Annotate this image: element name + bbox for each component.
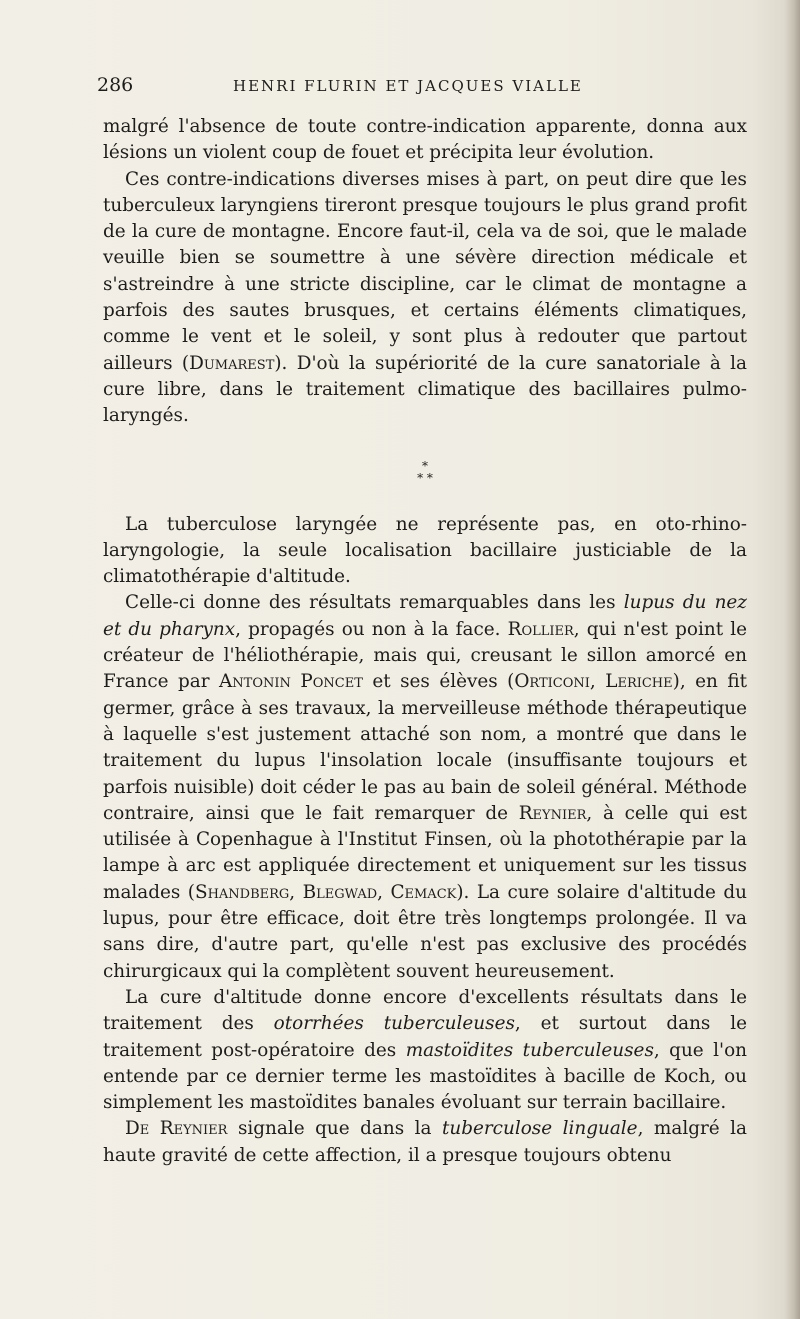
body-text [103, 114, 747, 1169]
author-name: De Reynier [125, 1118, 228, 1140]
page-edge-shadow [784, 0, 800, 1319]
italic-term: lupus du nez et du pharynx [103, 592, 747, 640]
paragraph-2: Ces contre-indications diverses mises à part, on peut dire que les tuberculeux laryngiens tireront presque toujours le plus grand profit de la cure de montagne. Encore faut-il, cela va de soi, que le malade veuille bien se soumettre à une sévère direction médicale et s'astreindre à une stricte discipline, car le climat de montagne a parfois des sautes brusques, et certains éléments climatiques, comme le vent et le soleil, y sont plus à redouter que partout ailleurs (Dumarest). D'où la supériorité de la cure sanatoriale à la cure libre, dans le traitement climatique des bacillaires pulmo-laryngés. [103, 168, 747, 427]
paragraph-1: malgré l'absence de toute contre-indication apparente, donna aux lésions un violent coup de fouet et précipita leur évolution. [103, 116, 747, 164]
page-header [97, 74, 747, 100]
section-separator [103, 460, 747, 484]
running-head: HENRI FLURIN ET JACQUES VIALLE [233, 77, 583, 95]
author-name: Rollier [507, 618, 574, 640]
paragraph-3: La tuberculose laryngée ne représente pas, en oto-rhino-laryngologie, la seule localisation bacillaire justiciable de la climatothérapie d'altitude. [103, 513, 747, 588]
author-name: Antonin Poncet [219, 671, 363, 693]
author-name: Orticoni, Leriche [514, 671, 673, 693]
author-name: Dumarest [189, 352, 275, 374]
separator-stars-bottom: * * [417, 470, 433, 485]
italic-term: otorrhées tuberculeuses [273, 1013, 515, 1035]
paragraph-5: La cure d'altitude donne encore d'excellents résultats dans le traitement des otorrhées tuberculeuses, et surtout dans le traitement post-opératoire des mastoïdites tuberculeuses, que l'on entende par ce dernier terme les mastoïdites à bacille de Koch, ou simplement les mastoïdites banales évoluant sur terrain bacillaire. [103, 986, 747, 1114]
page-number: 286 [97, 74, 134, 96]
separator-star-top: * [422, 458, 428, 473]
author-name: Shandberg, Blegwad, Cemack [194, 881, 457, 903]
paragraph-4: Celle-ci donne des résultats remarquables dans les lupus du nez et du pharynx, propagés ou non à la face. Rollier, qui n'est point le créateur de l'héliothérapie, mais qui, creusant le sillon amorcé en France par Antonin Poncet et ses élèves (Orticoni, Leriche), en fit germer, grâce à ses travaux, la merveilleuse méthode thérapeutique à laquelle s'est justement attaché son nom, a montré que dans le traitement du lupus l'insolation locale (insuffisante toujours et parfois nuisible) doit céder le pas au bain de soleil général. Méthode contraire, ainsi que le fait remarquer de Reynier, à celle qui est utilisée à Copenhague à l'Institut Finsen, où la photothérapie par la lampe à arc est appliquée directement et uniquement sur les tissus malades (Shandberg, Blegwad, Cemack). La cure solaire d'altitude du lupus, pour être efficace, doit être très longtemps prolongée. Il va sans dire, d'autre part, qu'elle n'est pas exclusive des procédés chirurgicaux qui la complètent souvent heureusement. [103, 592, 748, 982]
author-name: Reynier [518, 802, 587, 824]
italic-term: mastoïdites tuberculeuses [405, 1039, 654, 1061]
italic-term: tuberculose linguale [442, 1118, 638, 1140]
paragraph-6: De Reynier signale que dans la tuberculose linguale, malgré la haute gravité de cette affection, il a presque toujours obtenu [103, 1118, 747, 1166]
